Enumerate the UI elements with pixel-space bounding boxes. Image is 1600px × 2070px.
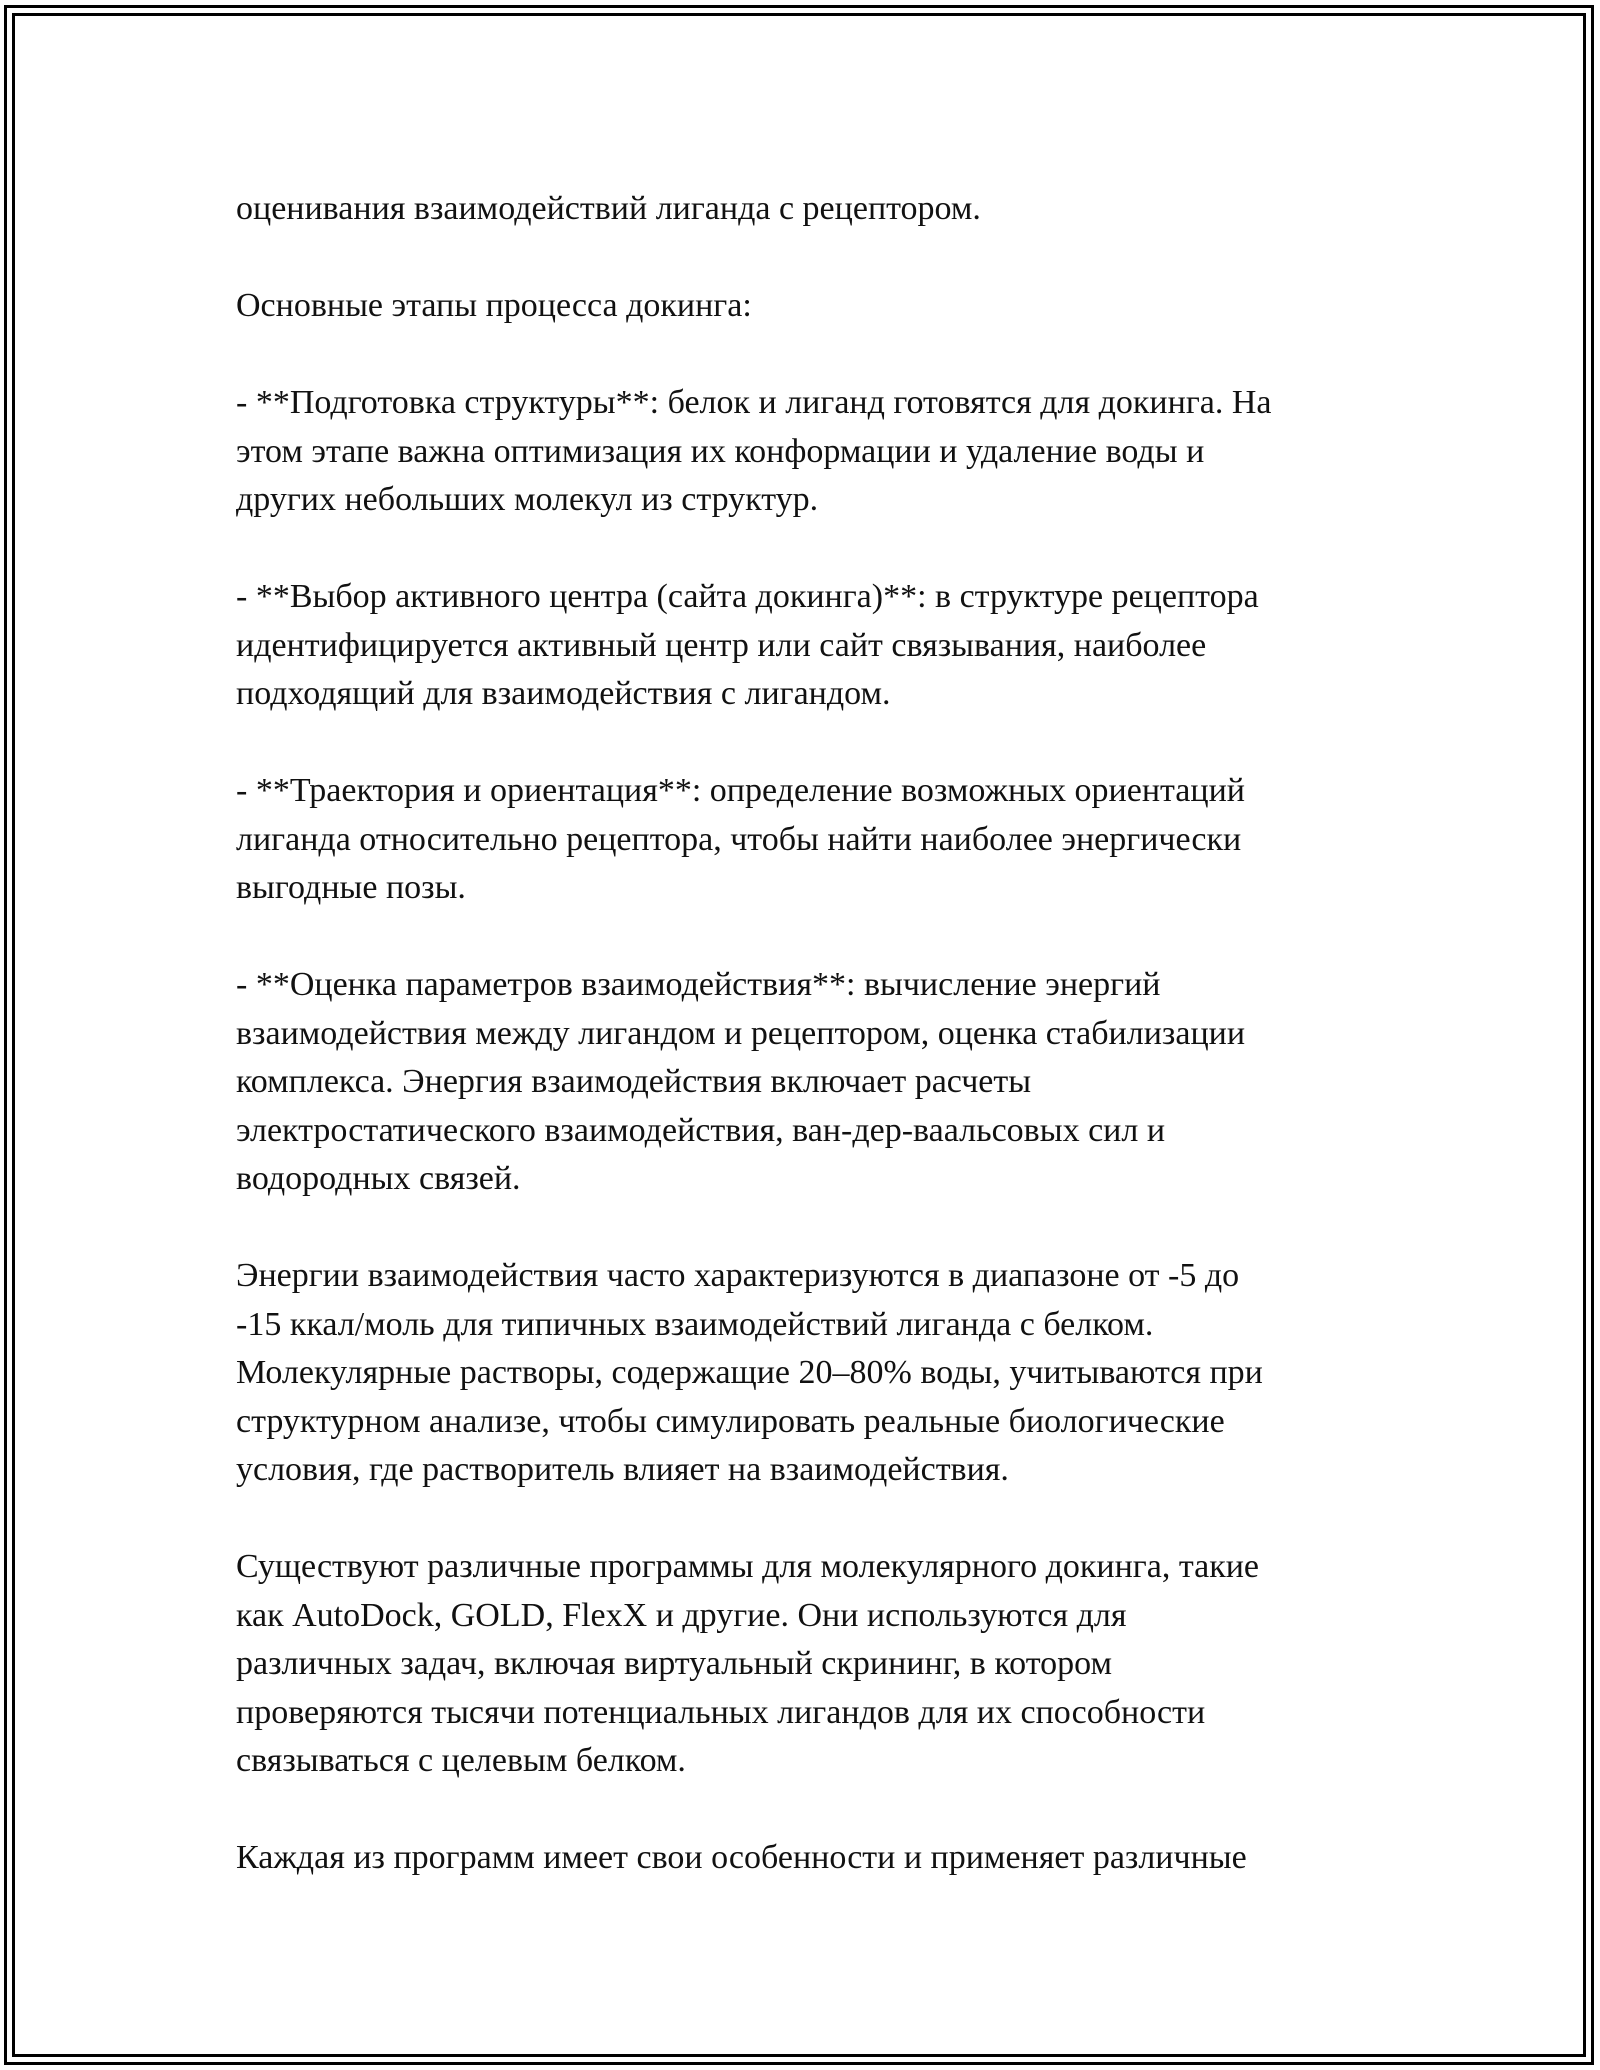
text-line: связываться с целевым белком. <box>236 1742 686 1779</box>
paragraph <box>236 185 1396 234</box>
text-line: - **Подготовка структуры**: белок и лиганд готовятся для докинга. На <box>236 384 1272 421</box>
text-line: -15 ккал/моль для типичных взаимодействий лиганда с белком. <box>236 1305 1154 1343</box>
text-line: других небольших молекул из структур. <box>236 481 819 518</box>
text-line: идентифицируется активный центр или сайт связывания, наиболее <box>236 626 1207 664</box>
list-item-paragraph <box>236 573 1396 719</box>
text-line: структурном анализе, чтобы симулировать реальные биологические <box>236 1402 1225 1440</box>
text-line: проверяются тысячи потенциальных лигандов для их способности <box>236 1693 1206 1731</box>
paragraph <box>236 1543 1396 1786</box>
text-line: выгодные позы. <box>236 869 466 906</box>
text-line: комплекса. Энергия взаимодействия включает расчеты <box>236 1063 1032 1100</box>
list-item-paragraph <box>236 379 1396 525</box>
text-line: Существуют различные программы для молекулярного докинга, такие <box>236 1548 1260 1585</box>
list-item-paragraph <box>236 961 1396 1204</box>
text-line: Молекулярные растворы, содержащие 20–80% воды, учитываются при <box>236 1354 1263 1391</box>
paragraph <box>236 1252 1396 1495</box>
text-line: лиганда относительно рецептора, чтобы найти наиболее энергически <box>236 820 1242 858</box>
text-line: различных задач, включая виртуальный скрининг, в котором <box>236 1645 1112 1682</box>
text-line: этом этапе важна оптимизация их конформации и удаление воды и <box>236 432 1205 470</box>
text-line: Энергии взаимодействия часто характеризуются в диапазоне от -5 до <box>236 1257 1240 1294</box>
paragraph <box>236 1834 1396 1883</box>
text-line: Каждая из программ имеет свои особенности и применяет различные <box>236 1839 1247 1876</box>
paragraph <box>236 282 1396 331</box>
list-item-paragraph <box>236 767 1396 913</box>
text-line: взаимодействия между лигандом и рецептором, оценка стабилизации <box>236 1014 1246 1052</box>
text-line: - **Выбор активного центра (сайта докинга)**: в структуре рецептора <box>236 578 1259 615</box>
text-line: Основные этапы процесса докинга: <box>236 287 752 324</box>
text-line: электростатического взаимодействия, ван-дер-ваальсовых сил и <box>236 1111 1166 1149</box>
document-body <box>236 185 1396 1931</box>
text-line: - **Траектория и ориентация**: определение возможных ориентаций <box>236 772 1245 809</box>
text-line: условия, где растворитель влияет на взаимодействия. <box>236 1451 1009 1488</box>
text-line: водородных связей. <box>236 1160 521 1197</box>
text-line: оценивания взаимодействий лиганда с рецептором. <box>236 190 981 227</box>
text-line: как AutoDock, GOLD, FlexX и другие. Они используются для <box>236 1596 1127 1634</box>
text-line: - **Оценка параметров взаимодействия**: вычисление энергий <box>236 966 1161 1003</box>
text-line: подходящий для взаимодействия с лигандом. <box>236 675 891 712</box>
